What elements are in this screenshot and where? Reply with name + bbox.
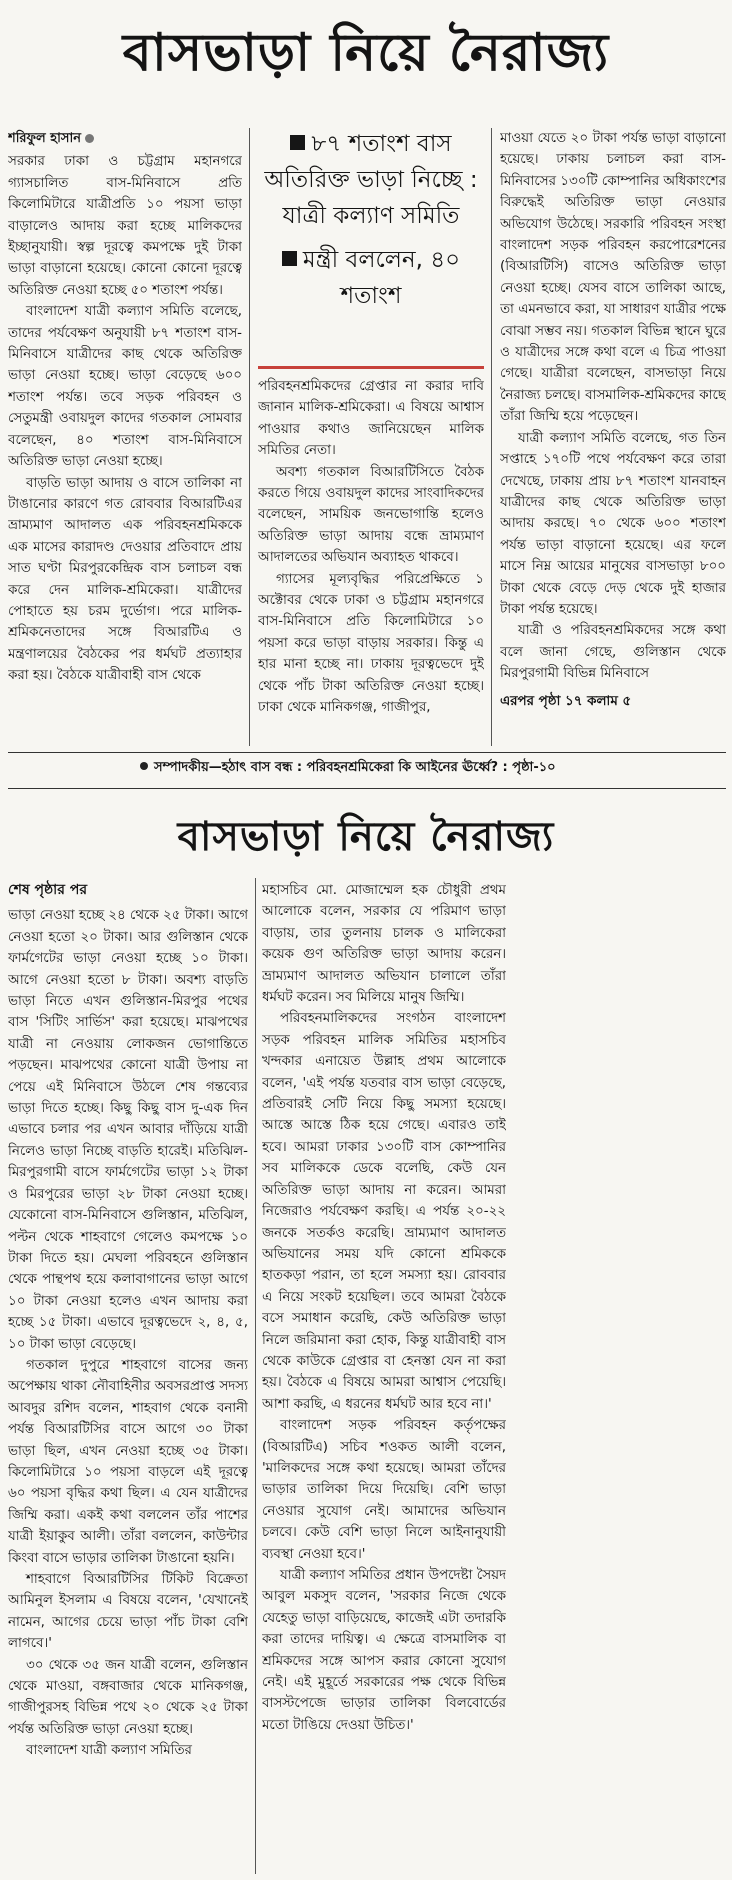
paragraph: শাহবাগে বিআরটিসির টিকিট বিক্রেতা আমিনুল ইসলাম এ বিষয়ে বলেন, 'যেখানেই নামেন, আগের চেয়ে ভাড়া পাঁচ টাকা বেশি লাগবে।' xyxy=(8,1572,248,1652)
continuation-label: শেষ পৃষ্ঠার পর xyxy=(8,882,88,898)
continued-note: এরপর পৃষ্ঠা ১৭ কলাম ৫ xyxy=(500,693,632,709)
column-rule xyxy=(255,878,256,1874)
paragraph: বাড়তি ভাড়া আদায় ও বাসে তালিকা না টাঙানোর কারণে গত রোববার বিআরটিএর ভ্রাম্যমাণ আদালত এক পরিবহনশ্রমিককে এক মাসের কারাদণ্ড দেওয়ার প্রতিবাদে প্রায় সাত ঘণ্টা মিরপুরকেন্দ্রিক বাস চলাচল বন্ধ করে দেন মালিক-শ্রমিকেরা। যাত্রীদের পোহাতে হয় চরম দুর্ভোগ। পরে মালিক-শ্রমিকনেতাদের সঙ্গে বিআরটিএ ও মন্ত্রণালয়ের বৈঠকের পর ধর্মঘট প্রত্যাহার করা হয়। বৈঠকে যাত্রীবাহী বাস থেকে xyxy=(8,475,242,684)
main-headline: বাসভাড়া নিয়ে নৈরাজ্য xyxy=(122,23,610,83)
top-column-1 xyxy=(8,128,242,746)
highlight-item: মন্ত্রী বললেন, ৪০ শতাংশ xyxy=(258,242,484,314)
column-rule xyxy=(491,128,492,746)
paragraph: মাওয়া যেতে ২০ টাকা পর্যন্ত ভাড়া বাড়ানো হয়েছে। ঢাকায় চলাচল করা বাস-মিনিবাসের ১৩০টি কোম্পানির অধিকাংশের বিরুদ্ধেই অতিরিক্ত ভাড়া নেওয়ার অভিযোগ উঠেছে। সরকারি পরিবহন সংস্থা বাংলাদেশ সড়ক পরিবহন করপোরেশনের (বিআরটিসি) বাসেও অতিরিক্ত ভাড়া নেওয়া হচ্ছে। যেসব বাসে তালিকা আছে, তা এমনভাবে করা, যা সাধারণ যাত্রীর পক্ষে বোঝা সম্ভব নয়। গতকাল বিভিন্ন স্থানে ঘুরে ও যাত্রীদের সঙ্গে কথা বলে এ চিত্র পাওয়া গেছে। যাত্রীরা বলেছেন, বাসভাড়া নিয়ে নৈরাজ্য চলছে। বাসমালিক-শ্রমিকদের কাছে তাঁরা জিম্মি হয়ে পড়েছেন। xyxy=(500,131,726,425)
paragraph: ৩০ থেকে ৩৫ জন যাত্রী বলেন, গুলিস্তান থেকে মাওয়া, বঙ্গবাজার থেকে মানিকগঞ্জ, গাজীপুরসহ বিভিন্ন পথে ২০ থেকে ২৫ টাকা পর্যন্ত অতিরিক্ত ভাড়া নেওয়া হচ্ছে। xyxy=(8,1657,248,1737)
paragraph: গ্যাসের মূল্যবৃদ্ধির পরিপ্রেক্ষিতে ১ অক্টোবর থেকে ঢাকা ও চট্টগ্রাম মহানগরে বাস-মিনিবাসে প্রতি কিলোমিটারে ১০ পয়সা করে ভাড়া বাড়ায় সরকার। কিন্তু এ হার মানা হচ্ছে না। ঢাকায় দূরত্বভেদে দুই থেকে পাঁচ টাকা অতিরিক্ত নেওয়া হচ্ছে। ঢাকা থেকে মানিকগঞ্জ, গাজীপুর, xyxy=(258,571,484,716)
paragraph: ভাড়া নেওয়া হচ্ছে ২৪ থেকে ২৫ টাকা। আগে নেওয়া হতো ২০ টাকা। আর গুলিস্তান থেকে ফার্মগেটের ভাড়া নেওয়া হচ্ছে ১০ টাকা। আগে নেওয়া হতো ৮ টাকা। অবশ্য বাড়তি ভাড়া নিতে এখন গুলিস্তান-মিরপুর পথের বাস 'সিটিং সার্ভিস' করা হয়েছে। মাঝপথের যাত্রী না নেওয়ায় লোকজন ভোগান্তিতে পড়ছেন। মাঝপথের কোনো যাত্রী উপায় না পেয়ে এই মিনিবাসে উঠলে শেষ গন্তব্যের ভাড়া দিতে হচ্ছে। কিছু কিছু বাস দু-এক দিন এভাবে চলার পর এখন আবার দাঁড়িয়ে যাত্রী নিলেও ভাড়া নিচ্ছে বাড়তি হারেই। মতিঝিল-মিরপুরগামী বাসে ফার্মগেটের ভাড়া ১২ টাকা ও মিরপুরের ভাড়া ২৮ টাকা নেওয়া হচ্ছে। যেকোনো বাস-মিনিবাসে গুলিস্তান, মতিঝিল, পল্টন থেকে শাহবাগে গেলেও কমপক্ষে ১০ টাকা দিতে হয়। মেঘলা পরিবহনে গুলিস্তান থেকে পান্থপথ হয়ে কলাবাগানের ভাড়া আগে ১০ টাকা নেওয়া হলেও এখন আদায় করা হচ্ছে ১৫ টাকা। এভাবে দূরত্বভেদে ২, ৪, ৫, ১০ টাকা ভাড়া বেড়েছে। xyxy=(8,908,248,1352)
paragraph: যাত্রী কল্যাণ সমিতি বলেছে, গত তিন সপ্তাহে ১৭০টি পথে পর্যবেক্ষণ করে তারা দেখেছে, ঢাকায় প্রায় ৮৭ শতাংশ যানবাহন যাত্রীদের কাছ থেকে অতিরিক্ত ভাড়া আদায় করছে। ৭০ থেকে ৬০০ শতাংশ পর্যন্ত ভাড়া বাড়ানো হয়েছে। এর ফলে মাসে নিম্ন আয়ের মানুষের বাসভাড়া ৮০০ টাকা থেকে বেড়ে দেড় থেকে দুই হাজার টাকা পর্যন্ত হয়েছে। xyxy=(500,430,726,617)
paragraph: বাংলাদেশ সড়ক পরিবহন কর্তৃপক্ষের (বিআরটিএ) সচিব শওকত আলী বলেন, 'মালিকদের সঙ্গে কথা হয়েছে। আমরা তাঁদের ভাড়ার তালিকা দিয়ে দিয়েছি। বেশি ভাড়া নেওয়ার সুযোগ নেই। আমাদের অভিযান চলবে। কেউ বেশি ভাড়া নিলে আইনানুযায়ী ব্যবস্থা নেওয়া হবে।' xyxy=(262,1418,506,1562)
paragraph: পরিবহনশ্রমিকদের গ্রেপ্তার না করার দাবি জানান মালিক-শ্রমিকেরা। এ বিষয়ে আশ্বাস পাওয়ার কথাও জানিয়েছেন মালিক সমিতির নেতা। xyxy=(258,379,484,459)
paragraph: গতকাল দুপুরে শাহবাগে বাসের জন্য অপেক্ষায় থাকা নৌবাহিনীর অবসরপ্রাপ্ত সদস্য আবদুর রশিদ বলেন, শাহবাগ থেকে বনানী পর্যন্ত বিআরটিসির বাসে আগে ৩০ টাকা ভাড়া ছিল, এখন নেওয়া হচ্ছে ৩৫ টাকা। কিলোমিটারে ১০ পয়সা বাড়লে এই দূরত্বে ৬০ পয়সা বৃদ্ধির কথা ছিল। এ যেন যাত্রীদের জিম্মি করা। একই কথা বললেন তাঁর পাশের যাত্রী ইয়াকুব আলী। তাঁরা বললেন, কাউন্টার কিংবা বাসে ভাড়ার তালিকা টাঙানো হয়নি। xyxy=(8,1357,248,1566)
continuation-headline: বাসভাড়া নিয়ে নৈরাজ্য xyxy=(177,814,555,860)
paragraph: পরিবহনমালিকদের সংগঠন বাংলাদেশ সড়ক পরিবহন মালিক সমিতির মহাসচিব খন্দকার এনায়েত উল্লাহ প্রথম আলোকে বলেন, 'এই পর্যন্ত যতবার বাস ভাড়া বেড়েছে, প্রতিবারই সেটি নিয়ে কিছু সমস্যা হয়েছে। আস্তে আস্তে ঠিক হয়ে গেছে। এবারও তাই হবে। আমরা ঢাকার ১৩০টি বাস কোম্পানির সব মালিককে ডেকে বলেছি, কেউ যেন অতিরিক্ত ভাড়া আদায় না করেন। আমরা নিজেরাও পর্যবেক্ষণ করছি। এ পর্যন্ত ২০-২২ জনকে সতর্কও করেছি। ভ্রাম্যমাণ আদালত অভিযানের সময় যদি কোনো শ্রমিককে হাতকড়া পরান, তা হলে সমস্যা হয়। রোববার এ নিয়ে সংকট হয়েছিল। তবে আমরা বৈঠকে বসে সমাধান করেছি, কেউ অতিরিক্ত ভাড়া নিলে জরিমানা করা হোক, কিন্তু যাত্রীবাহী বাস থেকে কাউকে গ্রেপ্তার বা হেনস্তা যেন না করা হয়। বৈঠকে এ বিষয়ে আমরা আশ্বাস পেয়েছি। আশা করছি, এ ধরনের ধর্মঘট আর হবে না।' xyxy=(262,1011,506,1412)
paragraph: বাংলাদেশ যাত্রী কল্যাণ সমিতির xyxy=(26,1743,192,1759)
section-rule xyxy=(8,752,726,753)
column-rule xyxy=(249,128,250,746)
bullet-square-icon xyxy=(282,251,297,266)
bottom-column-1 xyxy=(8,880,248,1874)
highlight-underline xyxy=(258,366,484,369)
bullet-dot-icon xyxy=(140,762,148,770)
byline: শরিফুল হাসান xyxy=(8,128,242,149)
bottom-column-2 xyxy=(262,880,506,1874)
paragraph: অবশ্য গতকাল বিআরটিসিতে বৈঠক করতে গিয়ে ওবায়দুল কাদের সাংবাদিকদের বলেছেন, সাময়িক জনভোগান্তি হলেও অতিরিক্ত ভাড়া আদায় বন্ধে ভ্রাম্যমাণ আদালতের অভিযান অব্যাহত থাকবে। xyxy=(258,464,484,566)
paragraph: বাংলাদেশ যাত্রী কল্যাণ সমিতি বলেছে, তাদের পর্যবেক্ষণ অনুযায়ী ৮৭ শতাংশ বাস-মিনিবাসে যাত্রীদের কাছ থেকে অতিরিক্ত ভাড়া নেওয়া হচ্ছে। ভাড়া বেড়েছে ৬০০ শতাংশ পর্যন্ত। তবে সড়ক পরিবহন ও সেতুমন্ত্রী ওবায়দুল কাদের গতকাল সোমবার বলেছেন, ৪০ শতাংশ বাস-মিনিবাসে অতিরিক্ত ভাড়া নেওয়া হচ্ছে। xyxy=(8,304,242,470)
bullet-square-icon xyxy=(290,135,305,150)
top-column-2 xyxy=(258,376,484,746)
paragraph: মহাসচিব মো. মোজাম্মেল হক চৌধুরী প্রথম আলোকে বলেন, সরকার যে পরিমাণ ভাড়া বাড়ায়, তার তুলনায় চালক ও মালিকেরা কয়েক গুণ অতিরিক্ত ভাড়া আদায় করেন। ভ্রাম্যমাণ আদালত অভিযান চালালে তাঁরা ধর্মঘট করেন। সব মিলিয়ে মানুষ জিম্মি। xyxy=(262,883,506,1006)
paragraph: যাত্রী ও পরিবহনশ্রমিকদের সঙ্গে কথা বলে জানা গেছে, গুলিস্তান থেকে মিরপুরগামী বিভিন্ন মিনিবাসে xyxy=(500,623,726,682)
byline-dot xyxy=(85,134,94,143)
highlight-box xyxy=(258,126,484,322)
top-column-3 xyxy=(500,128,726,746)
section-rule xyxy=(8,788,726,789)
editorial-crossref: সম্পাদকীয়—হঠাৎ বাস বন্ধ : পরিবহনশ্রমিকেরা কি আইনের ঊর্ধ্বে? : পৃষ্ঠা-১০ xyxy=(140,758,700,779)
paragraph: যাত্রী কল্যাণ সমিতির প্রধান উপদেষ্টা সৈয়দ আবুল মকসুদ বলেন, 'সরকার নিজে থেকে যেহেতু ভাড়া বাড়িয়েছে, কাজেই এটা তদারকি করা তাদের দায়িত্ব। এ ক্ষেত্রে বাসমালিক বা শ্রমিকদের সঙ্গে আপস করার কোনো সুযোগ নেই। এই মুহূর্তে সরকারের পক্ষ থেকে বিভিন্ন বাসস্টপেজে ভাড়ার তালিকা বিলবোর্ডের মতো টাঙিয়ে দেওয়া উচিত।' xyxy=(262,1568,506,1733)
paragraph: সরকার ঢাকা ও চট্টগ্রাম মহানগরে গ্যাসচালিত বাস-মিনিবাসে প্রতি কিলোমিটারে যাত্রীপ্রতি ১০ পয়সা ভাড়া বাড়ালেও আদায় করা হচ্ছে মালিকদের ইচ্ছানুযায়ী। স্বল্প দূরত্বে কমপক্ষে দুই টাকা ভাড়া বাড়ানো হয়েছে। কোনো কোনো দূরত্বে অতিরিক্ত নেওয়া হচ্ছে ৫০ শতাংশ পর্যন্ত। xyxy=(8,154,242,298)
highlight-item: ৮৭ শতাংশ বাস অতিরিক্ত ভাড়া নিচ্ছে : যাত্রী কল্যাণ সমিতি xyxy=(264,131,478,229)
